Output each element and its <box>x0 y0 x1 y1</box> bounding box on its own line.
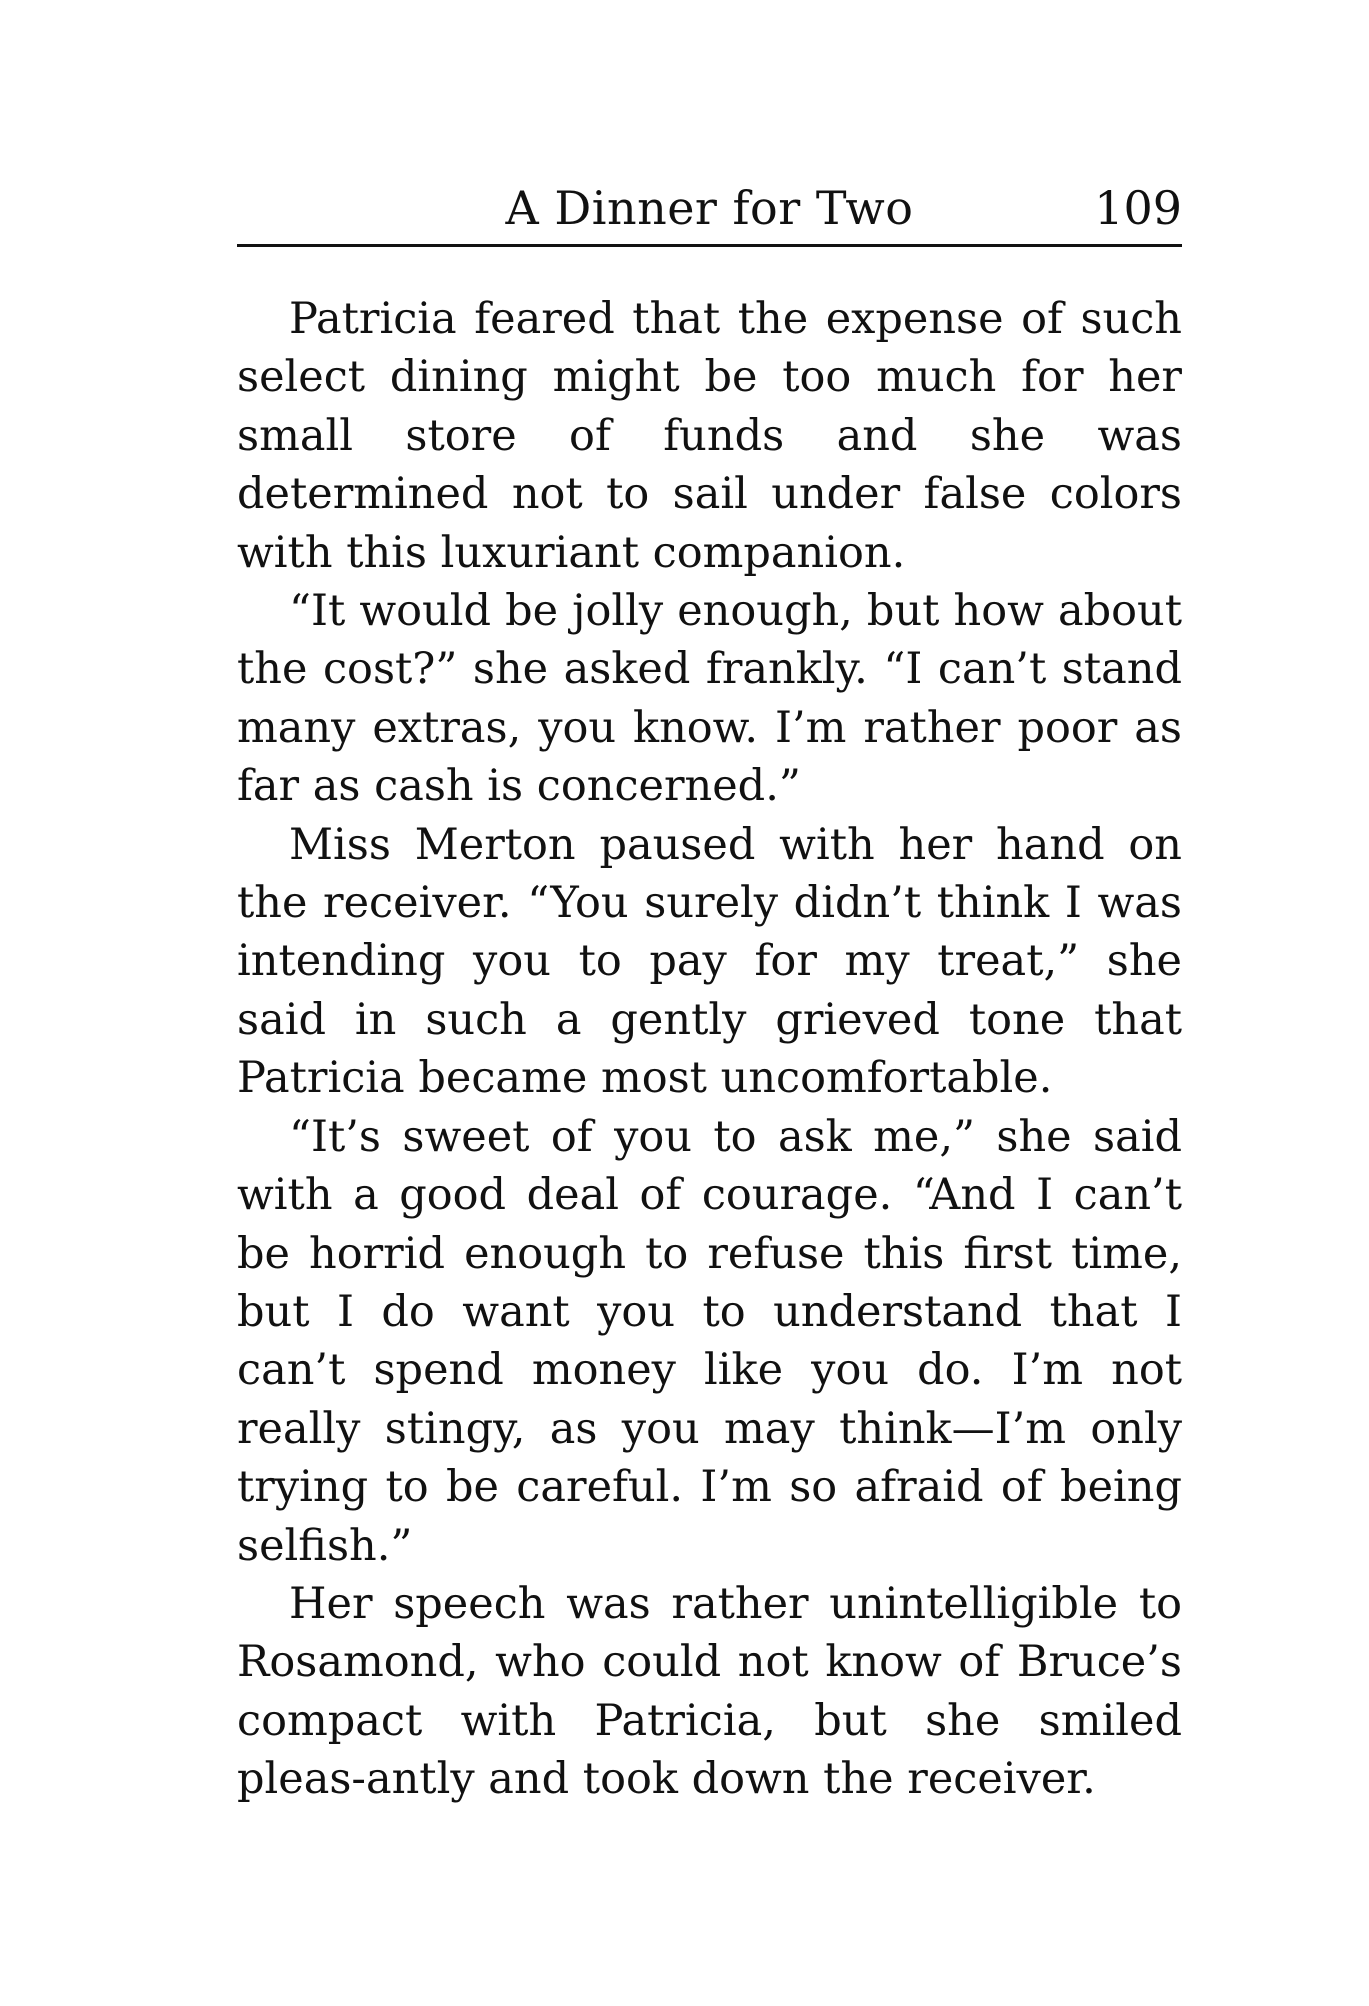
header-rule <box>237 244 1182 247</box>
running-title: A Dinner for Two <box>505 181 914 235</box>
body-text <box>237 290 1182 1809</box>
paragraph-3: Miss Merton paused with her hand on the receiver. “You surely didn’t think I was intending you to pay for my treat,” she said in such a gently grieved tone that Patricia became most uncomfortable. <box>237 819 1182 1104</box>
paragraph-5: Her speech was rather unintelligible to Rosamond, who could not know of Bruce’s compact with Patricia, but she smiled pleas-antly and took down the receiver. <box>237 1578 1182 1805</box>
paragraph-4: “It’s sweet of you to ask me,” she said with a good deal of courage. “And I can’t be horrid enough to refuse this first time, but I do want you to understand that I can’t spend money like you do. I’m not really stingy, as you may think—I’m only trying to be careful. I’m so afraid of being selfish.” <box>237 1111 1182 1571</box>
page-number: 109 <box>1094 181 1182 235</box>
paragraph-1: Patricia feared that the expense of such select dining might be too much for her small store of funds and she was determined not to sail under false colors with this luxuriant companion. <box>237 294 1182 578</box>
running-head <box>237 178 1182 248</box>
paragraph-2: “It would be jolly enough, but how about the cost?” she asked frankly. “I can’t stand many extras, you know. I’m rather poor as far as cash is concerned.” <box>237 586 1182 812</box>
